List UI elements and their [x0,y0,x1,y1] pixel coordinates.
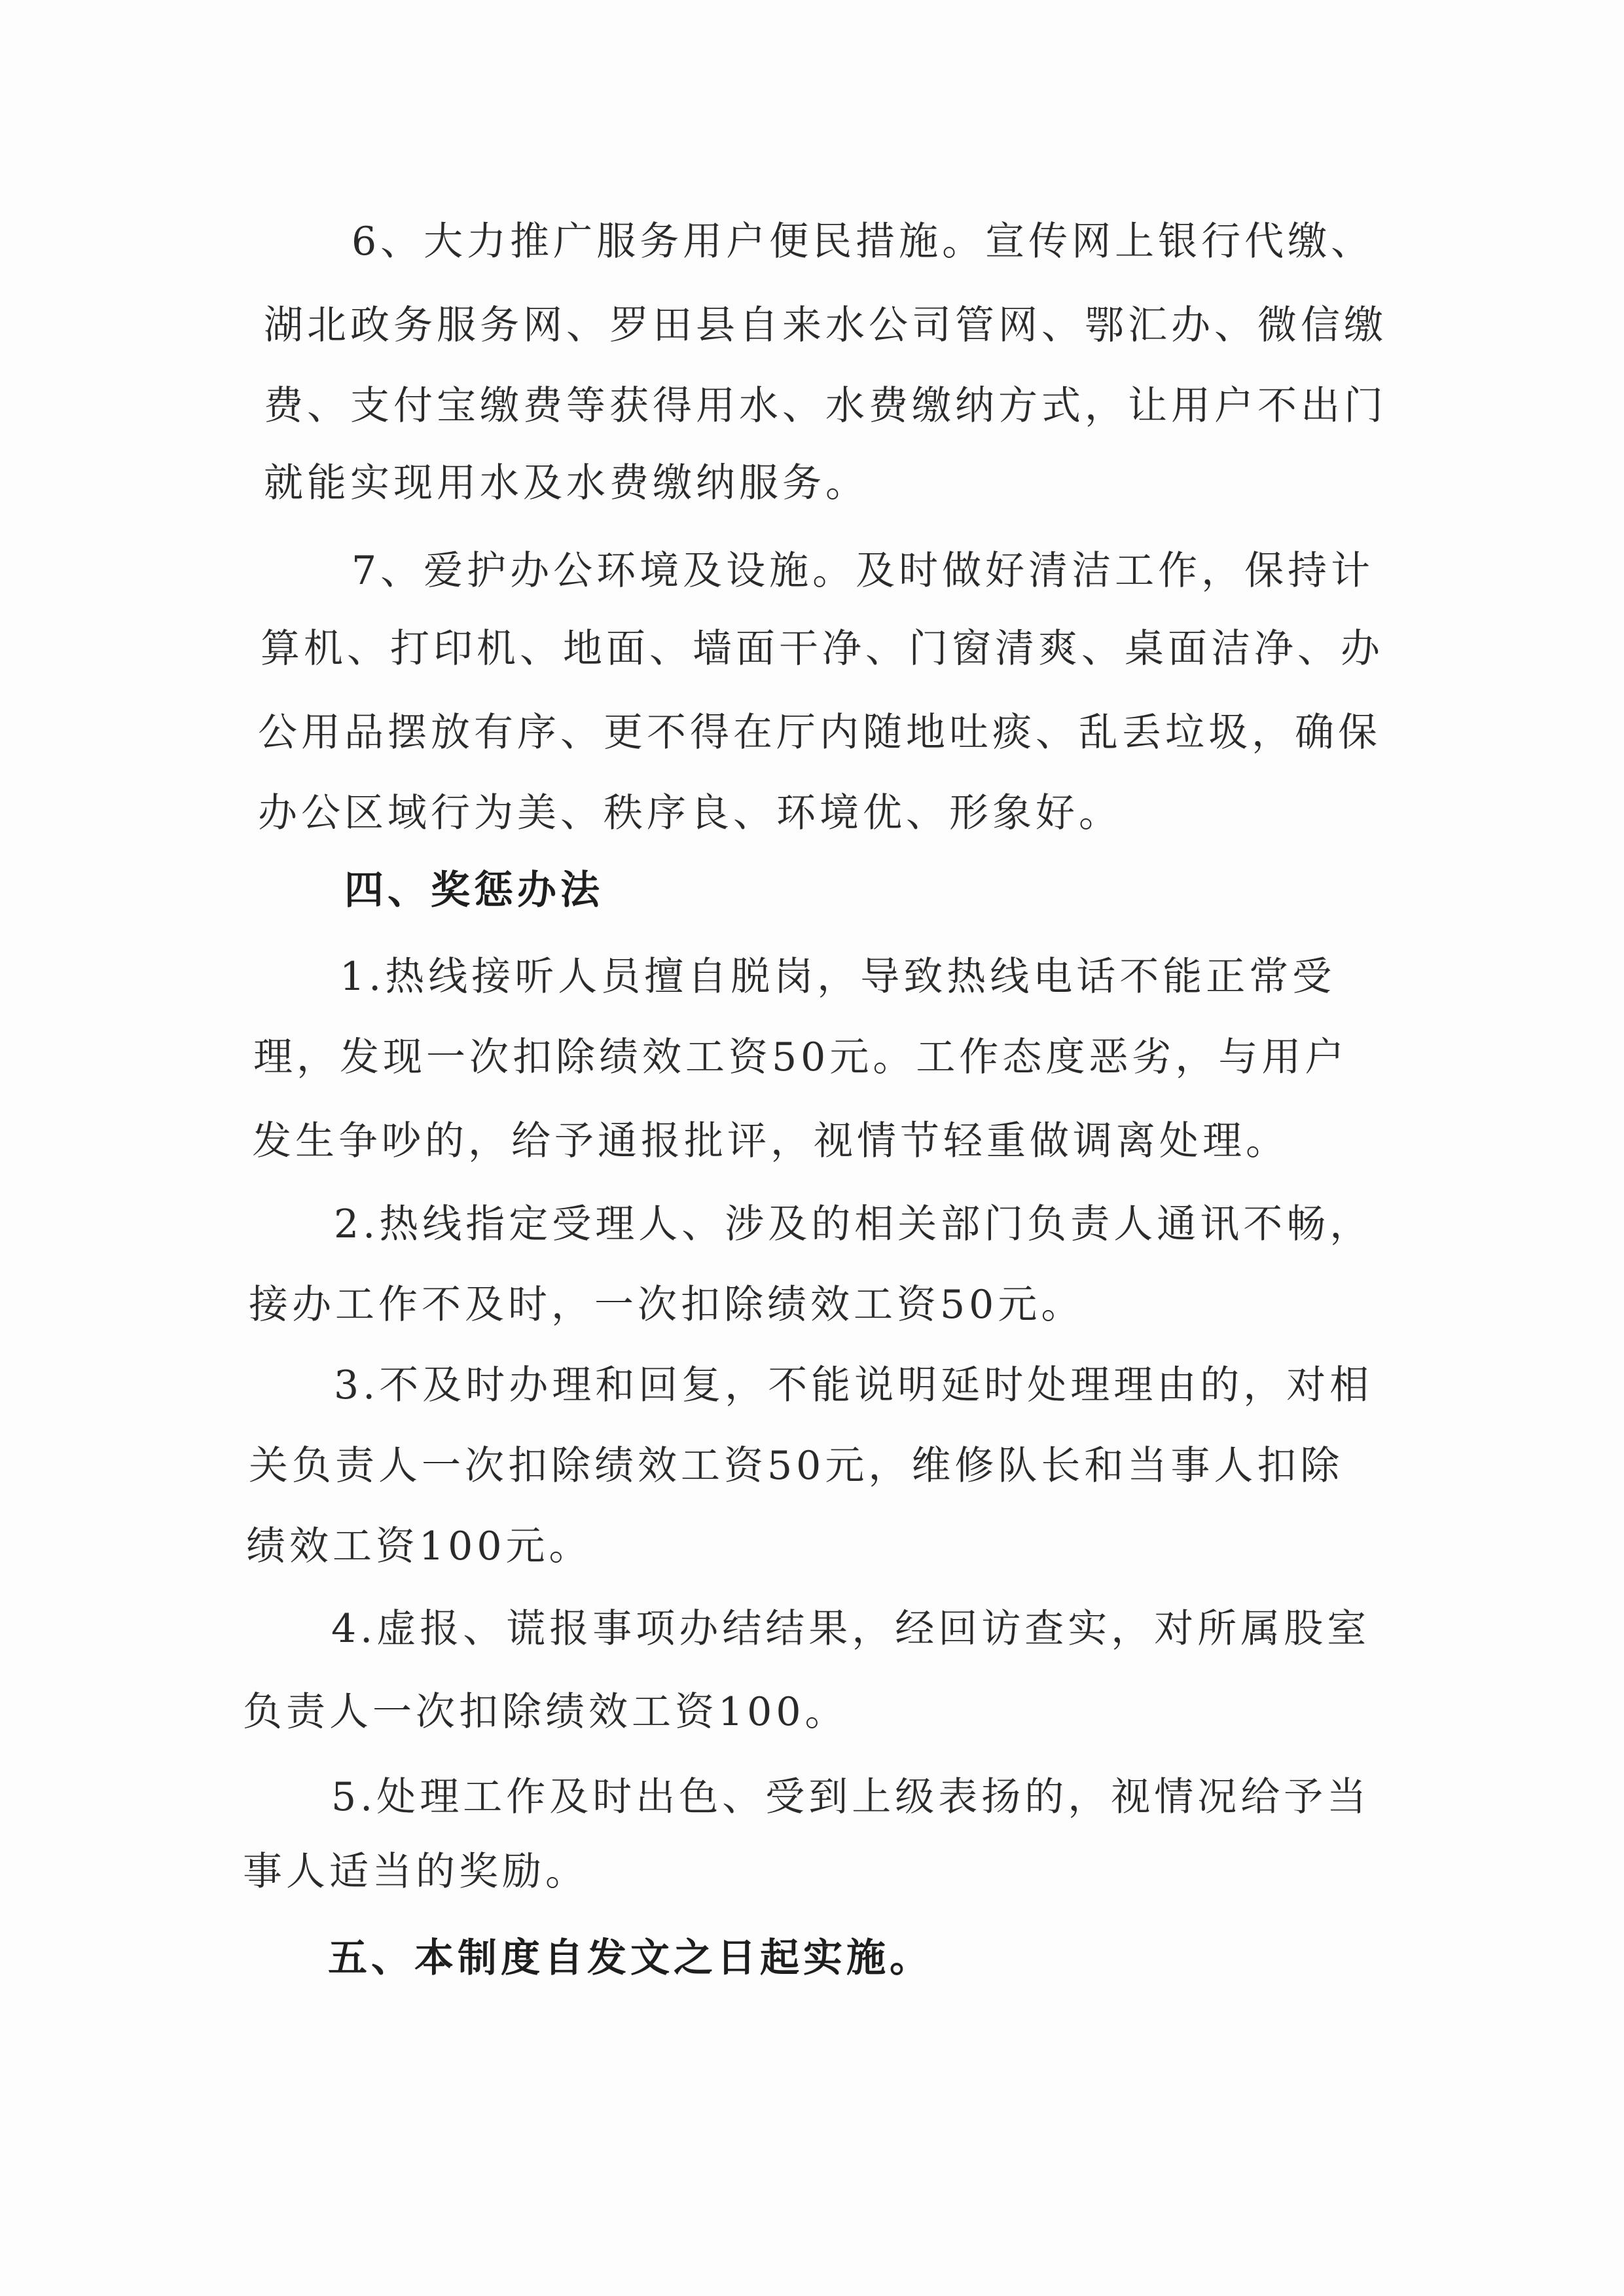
section-heading-effective-date: 五、本制度自发文之日起实施。 [328,1935,933,1981]
text-line: 绩效工资100元。 [246,1523,592,1569]
text-line: 算机、打印机、地面、墙面干净、门窗清爽、桌面洁净、办 [261,626,1384,672]
text-line: 公用品摆放有序、更不得在厅内随地吐痰、乱丢垃圾，确保 [258,710,1381,756]
text-line: 5.处理工作及时出色、受到上级表扬的，视情况给予当 [331,1774,1371,1820]
text-line: 费、支付宝缴费等获得用水、水费缴纳方式，让用户不出门 [264,383,1387,429]
text-line: 2.热线指定受理人、涉及的相关部门负责人通讯不畅， [334,1201,1373,1247]
text-line: 6、大力推广服务用户便民措施。宣传网上银行代缴、 [352,219,1375,264]
text-line: 发生争吵的，给予通报批评，视情节轻重做调离处理。 [252,1118,1289,1164]
section-heading-rewards-penalties: 四、奖惩办法 [344,867,604,913]
text-line: 4.虚报、谎报事项办结结果，经回访查实，对所属股室 [331,1606,1371,1652]
text-line: 3.不及时办理和回复，不能说明延时处理理由的，对相 [334,1362,1373,1408]
text-line: 就能实现用水及水费缴纳服务。 [264,460,869,506]
text-line: 关负责人一次扣除绩效工资50元，维修队长和当事人扣除 [249,1443,1344,1489]
text-line: 办公区域行为美、秩序良、环境优、形象好。 [258,790,1122,836]
text-line: 接办工作不及时，一次扣除绩效工资50元。 [249,1282,1085,1328]
text-line: 负责人一次扣除绩效工资100。 [243,1689,848,1735]
text-line: 理，发现一次扣除绩效工资50元。工作态度恶劣，与用户 [253,1034,1348,1080]
text-line: 事人适当的奖励。 [243,1849,588,1895]
text-line: 7、爱护办公环境及设施。及时做好清洁工作，保持计 [352,548,1375,594]
text-line: 湖北政务服务网、罗田县自来水公司管网、鄂汇办、微信缴 [264,302,1387,348]
text-line: 1.热线接听人员擅自脱岗，导致热线电话不能正常受 [340,954,1336,1000]
